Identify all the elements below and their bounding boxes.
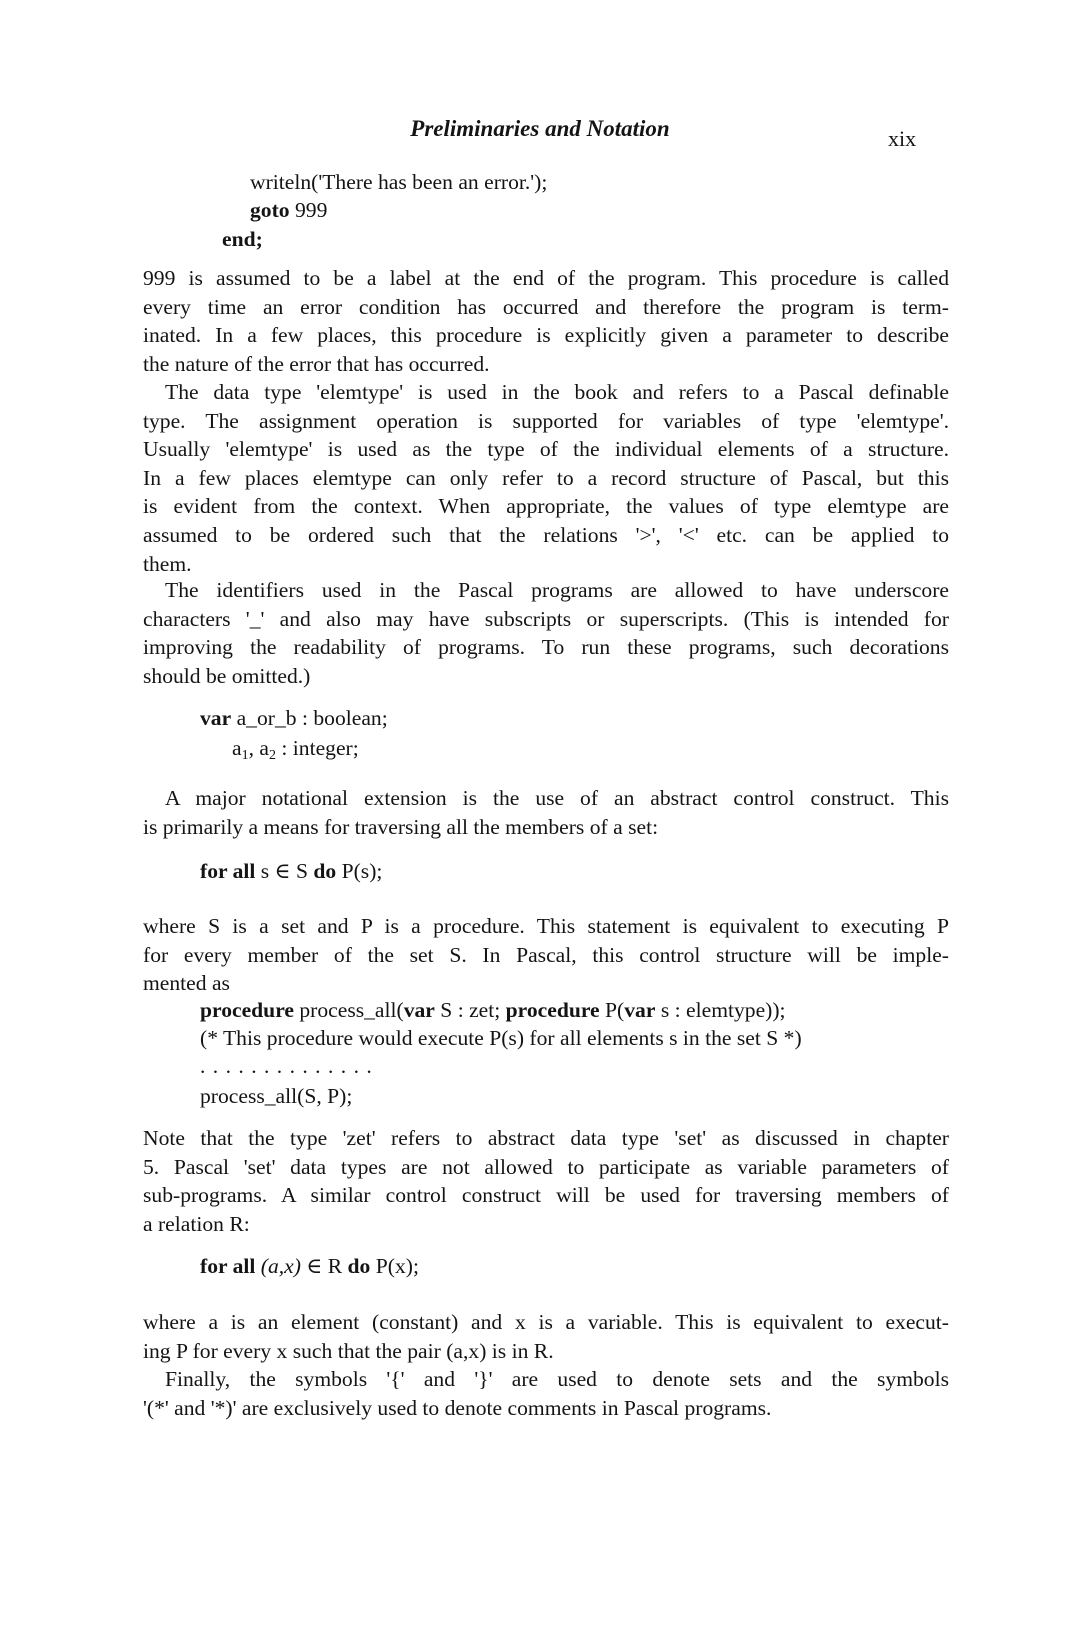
text-line: In a few places elemtype can only refer to a record structure of Pascal, but this — [143, 465, 949, 490]
paragraph-zet — [143, 1124, 949, 1238]
paragraph-error-procedure — [143, 264, 949, 378]
paragraph-identifiers — [143, 576, 949, 690]
text-line: 5. Pascal 'set' data types are not allowed to participate as variable parameters of — [143, 1154, 949, 1179]
text-line: mented as — [143, 971, 230, 996]
text-line: type. The assignment operation is supported for variables of type 'elemtype'. — [143, 408, 949, 433]
text-line: ing P for every x such that the pair (a,x) is in R. — [143, 1338, 554, 1363]
text-line: 999 is assumed to be a label at the end of the program. This procedure is called — [143, 266, 949, 290]
paragraph-control-construct — [143, 784, 949, 841]
paragraph-elemtype — [143, 378, 949, 578]
text-line: is evident from the context. When appropriate, the values of type elemtype are — [143, 494, 949, 519]
code-for-all-relation: for all (a,x) ∈ R do P(x); — [200, 1254, 419, 1278]
code-goto: goto 999 — [250, 198, 328, 222]
code-procedure-decl: procedure process_all(var S : zet; procedure P(var s : elemtype)); — [200, 998, 786, 1022]
text-line: A major notational extension is the use of an abstract control construct. This — [165, 786, 949, 810]
text-line: should be omitted.) — [143, 663, 311, 688]
text-line: where S is a set and P is a procedure. This statement is equivalent to executing P — [143, 914, 949, 938]
code-ellipsis: . . . . . . . . . . . . . . — [200, 1054, 373, 1078]
code-for-all-set: for all s ∈ S do P(s); — [200, 859, 383, 883]
text-line: '(*' and '*)' are exclusively used to denote comments in Pascal programs. — [143, 1395, 772, 1420]
text-line: characters '_' and also may have subscripts or superscripts. (This is intended for — [143, 606, 949, 631]
text-line: for every member of the set S. In Pascal, this control structure will be imple- — [143, 942, 949, 967]
code-call: process_all(S, P); — [200, 1084, 353, 1108]
text-line: is primarily a means for traversing all the members of a set: — [143, 814, 659, 839]
page-number: xix — [888, 126, 917, 151]
running-header: Preliminaries and Notation — [410, 116, 670, 141]
text-line: Note that the type 'zet' refers to abstract data type 'set' as discussed in chapter — [143, 1126, 949, 1150]
code-end: end; — [222, 227, 263, 251]
paragraph-relation — [143, 1308, 949, 1365]
text-line: every time an error condition has occurred and therefore the program is term- — [143, 294, 949, 319]
text-line: assumed to be ordered such that the relations '>', '<' etc. can be applied to — [143, 522, 949, 547]
text-line: Finally, the symbols '{' and '}' are used to denote sets and the symbols — [165, 1367, 949, 1391]
text-line: sub-programs. A similar control construct will be used for traversing members of — [143, 1183, 949, 1208]
text-line: where a is an element (constant) and x is a variable. This is equivalent to execut- — [143, 1310, 949, 1334]
text-line: a relation R: — [143, 1211, 250, 1236]
text-line: The identifiers used in the Pascal programs are allowed to have underscore — [165, 578, 949, 602]
text-line: The data type 'elemtype' is used in the book and refers to a Pascal definable — [165, 380, 949, 404]
code-comment: (* This procedure would execute P(s) for all elements s in the set S *) — [200, 1026, 802, 1050]
text-line: the nature of the error that has occurred. — [143, 351, 490, 376]
code-writeln: writeln('There has been an error.'); — [250, 170, 548, 194]
paragraph-symbols — [143, 1365, 949, 1422]
paragraph-equivalent — [143, 912, 949, 998]
code-integer-decl: $a_1$, $a_2$ : integer; — [232, 736, 359, 763]
text-line: Usually 'elemtype' is used as the type of the individual elements of a structure. — [143, 437, 949, 462]
text-line: them. — [143, 551, 192, 576]
text-line: improving the readability of programs. To run these programs, such decorations — [143, 635, 949, 660]
code-var-decl: var a_or_b : boolean; — [200, 706, 388, 730]
text-line: inated. In a few places, this procedure is explicitly given a parameter to describe — [143, 323, 949, 348]
